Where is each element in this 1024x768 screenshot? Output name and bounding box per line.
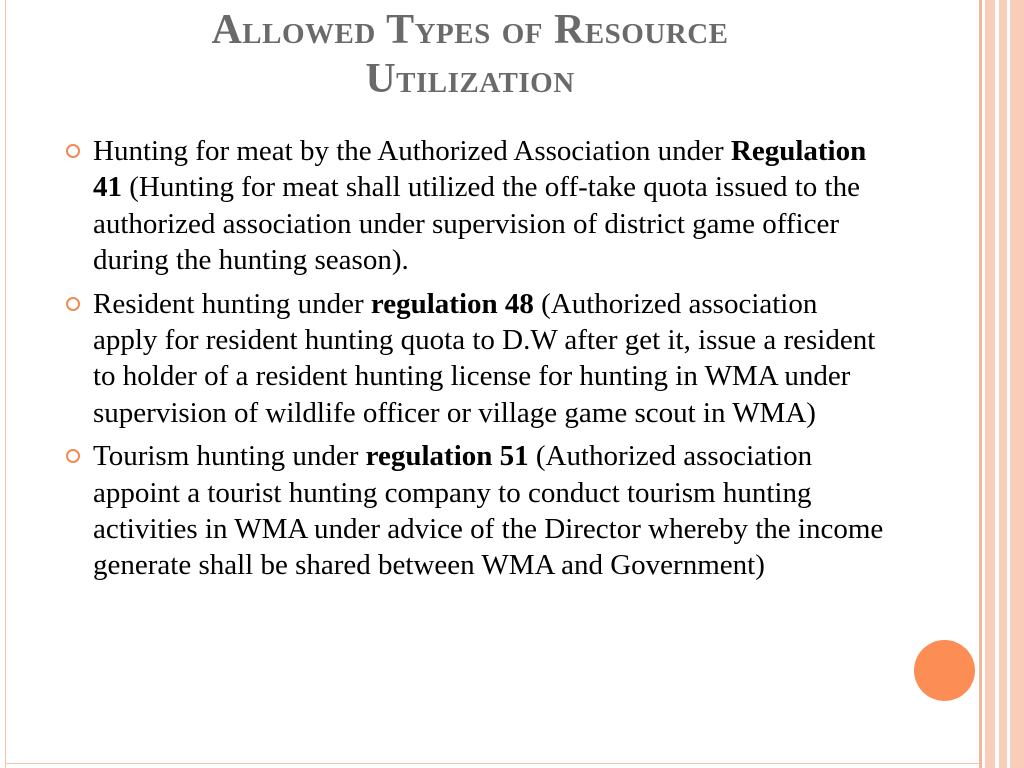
bullet-regulation: Regulation 41 (93, 135, 867, 204)
bullet-text-rest: (Hunting for meat shall utilized the off-take quota issued to the authorized association under supervision of district game officer during the hunting season). (93, 171, 860, 277)
bullet-text-rest: (Authorized association appoint a tourist hunting company to conduct tourism hunting activities in WMA under advice of the Director whereby the income generate shall be shared between WMA and Government) (93, 440, 884, 582)
bullet-regulation: regulation 51 (365, 440, 529, 473)
bullet-text (93, 440, 883, 581)
frame-left-line (5, 0, 6, 768)
decorative-stripes (979, 0, 1024, 768)
bullet-text (93, 288, 875, 429)
orange-circle-decoration (914, 640, 975, 701)
slide-title (80, 6, 860, 104)
bullet-text-lead: Tourism hunting under (93, 440, 366, 473)
slide-title-line-2: Utilization (365, 56, 575, 102)
slide-title-line-1: Allowed Types of Resource (211, 7, 729, 53)
bullet-regulation: regulation 48 (370, 287, 534, 320)
bullet-item (64, 286, 884, 432)
frame-bottom-line (5, 763, 979, 764)
bullet-item (64, 438, 884, 584)
ring-bullet-icon (66, 297, 80, 311)
bullet-item (64, 133, 884, 279)
ring-bullet-icon (66, 144, 80, 158)
bullet-text-lead: Resident hunting under (93, 287, 371, 320)
bullet-list (64, 133, 884, 591)
bullet-text-rest: (Authorized association apply for resident hunting quota to D.W after get it, issue a resident to holder of a resident hunting license for hunting in WMA under supervision of wildlife officer or village game scout in WMA) (93, 287, 876, 429)
bullet-text (93, 135, 866, 276)
ring-bullet-icon (66, 449, 80, 463)
bullet-text-lead: Hunting for meat by the Authorized Association under (93, 135, 731, 167)
